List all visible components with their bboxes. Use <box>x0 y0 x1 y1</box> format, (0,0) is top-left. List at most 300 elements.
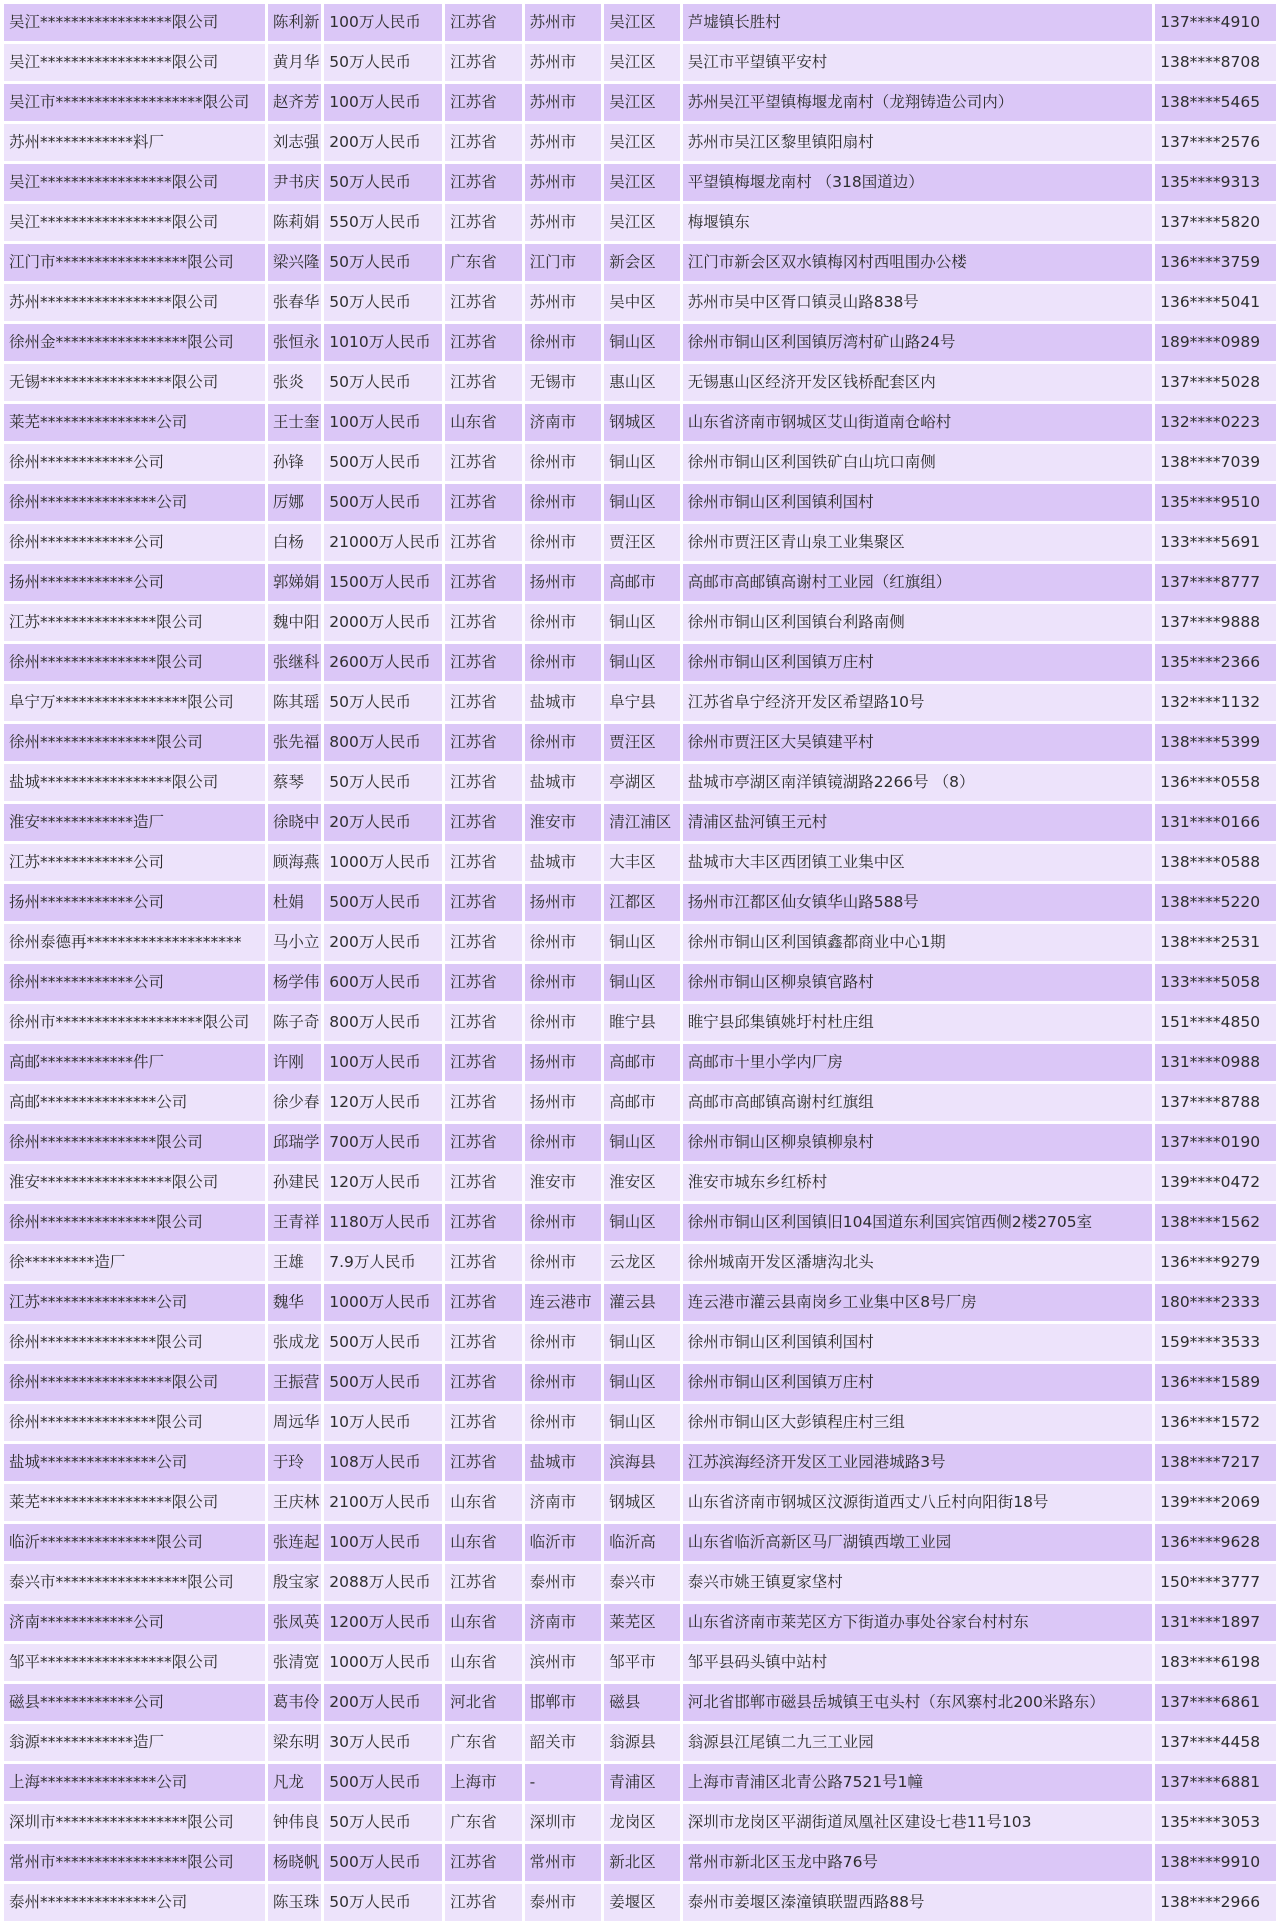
city-cell: 徐州市 <box>525 1244 602 1281</box>
table-row <box>4 244 1276 281</box>
province-cell: 河北省 <box>445 1684 522 1721</box>
contact-person-cell: 魏中阳 <box>268 604 321 641</box>
registered-capital-cell: 1180万人民币 <box>324 1204 442 1241</box>
city-cell: 盐城市 <box>525 1444 602 1481</box>
company-name-cell: 翁源************造厂 <box>4 1724 265 1761</box>
contact-person-cell: 赵齐芳 <box>268 84 321 121</box>
address-cell: 山东省济南市钢城区汶源街道西丈八丘村向阳街18号 <box>683 1484 1152 1521</box>
province-cell: 山东省 <box>445 1644 522 1681</box>
company-name-cell: 徐*********造厂 <box>4 1244 265 1281</box>
district-cell: 泰兴市 <box>604 1564 680 1601</box>
contact-person-cell: 周远华 <box>268 1404 321 1441</box>
table-row <box>4 1244 1276 1281</box>
registered-capital-cell: 1500万人民币 <box>324 564 442 601</box>
table-body <box>4 4 1276 1921</box>
company-name-cell: 江苏***************公司 <box>4 1284 265 1321</box>
district-cell: 睢宁县 <box>604 1004 680 1041</box>
district-cell: 阜宁县 <box>604 684 680 721</box>
table-row <box>4 404 1276 441</box>
registered-capital-cell: 100万人民币 <box>324 1524 442 1561</box>
registered-capital-cell: 2088万人民币 <box>324 1564 442 1601</box>
phone-cell: 137****6881 <box>1155 1764 1276 1801</box>
city-cell: 济南市 <box>525 1604 602 1641</box>
table-row <box>4 1804 1276 1841</box>
address-cell: 河北省邯郸市磁县岳城镇王屯头村（东风寨村北200米路东） <box>683 1684 1152 1721</box>
company-name-cell: 吴江*****************限公司 <box>4 44 265 81</box>
phone-cell: 139****2069 <box>1155 1484 1276 1521</box>
city-cell: 苏州市 <box>525 164 602 201</box>
address-cell: 徐州市铜山区柳泉镇柳泉村 <box>683 1124 1152 1161</box>
registered-capital-cell: 500万人民币 <box>324 1364 442 1401</box>
registered-capital-cell: 50万人民币 <box>324 164 442 201</box>
province-cell: 江苏省 <box>445 564 522 601</box>
province-cell: 广东省 <box>445 244 522 281</box>
company-name-cell: 徐州***************限公司 <box>4 1404 265 1441</box>
city-cell: 韶关市 <box>525 1724 602 1761</box>
company-name-cell: 江苏***************限公司 <box>4 604 265 641</box>
table-row <box>4 1484 1276 1521</box>
province-cell: 江苏省 <box>445 964 522 1001</box>
company-name-cell: 江苏************公司 <box>4 844 265 881</box>
contact-person-cell: 王士奎 <box>268 404 321 441</box>
address-cell: 徐州市铜山区柳泉镇官路村 <box>683 964 1152 1001</box>
province-cell: 江苏省 <box>445 1044 522 1081</box>
province-cell: 山东省 <box>445 1524 522 1561</box>
registered-capital-cell: 200万人民币 <box>324 924 442 961</box>
contact-person-cell: 梁东明 <box>268 1724 321 1761</box>
city-cell: 泰州市 <box>525 1884 602 1921</box>
registered-capital-cell: 50万人民币 <box>324 364 442 401</box>
phone-cell: 137****4910 <box>1155 4 1276 41</box>
province-cell: 江苏省 <box>445 364 522 401</box>
contact-person-cell: 张恒永 <box>268 324 321 361</box>
address-cell: 徐州市贾汪区大吴镇建平村 <box>683 724 1152 761</box>
district-cell: 灌云县 <box>604 1284 680 1321</box>
contact-person-cell: 刘志强 <box>268 124 321 161</box>
contact-person-cell: 张先福 <box>268 724 321 761</box>
phone-cell: 137****6861 <box>1155 1684 1276 1721</box>
address-cell: 常州市新北区玉龙中路76号 <box>683 1844 1152 1881</box>
city-cell: 盐城市 <box>525 844 602 881</box>
district-cell: 铜山区 <box>604 1204 680 1241</box>
company-name-cell: 徐州***************限公司 <box>4 1324 265 1361</box>
district-cell: 高邮市 <box>604 1084 680 1121</box>
district-cell: 姜堰区 <box>604 1884 680 1921</box>
district-cell: 铜山区 <box>604 1324 680 1361</box>
phone-cell: 136****3759 <box>1155 244 1276 281</box>
contact-person-cell: 顾海燕 <box>268 844 321 881</box>
city-cell: 盐城市 <box>525 684 602 721</box>
company-name-cell: 吴江市*******************限公司 <box>4 84 265 121</box>
phone-cell: 137****5820 <box>1155 204 1276 241</box>
registered-capital-cell: 50万人民币 <box>324 284 442 321</box>
city-cell: 徐州市 <box>525 644 602 681</box>
phone-cell: 137****0190 <box>1155 1124 1276 1161</box>
company-name-cell: 徐州*****************限公司 <box>4 1364 265 1401</box>
phone-cell: 138****5399 <box>1155 724 1276 761</box>
province-cell: 江苏省 <box>445 44 522 81</box>
address-cell: 徐州市铜山区利国镇台利路南侧 <box>683 604 1152 641</box>
company-name-cell: 盐城***************公司 <box>4 1444 265 1481</box>
contact-person-cell: 尹书庆 <box>268 164 321 201</box>
company-name-cell: 无锡*****************限公司 <box>4 364 265 401</box>
table-row <box>4 1844 1276 1881</box>
table-row <box>4 1004 1276 1041</box>
province-cell: 江苏省 <box>445 1324 522 1361</box>
city-cell: 扬州市 <box>525 1084 602 1121</box>
registered-capital-cell: 550万人民币 <box>324 204 442 241</box>
address-cell: 徐州市铜山区利国镇万庄村 <box>683 1364 1152 1401</box>
district-cell: 吴江区 <box>604 84 680 121</box>
district-cell: 吴江区 <box>604 44 680 81</box>
address-cell: 山东省临沂高新区马厂湖镇西墩工业园 <box>683 1524 1152 1561</box>
registered-capital-cell: 50万人民币 <box>324 1804 442 1841</box>
province-cell: 江苏省 <box>445 1404 522 1441</box>
phone-cell: 137****4458 <box>1155 1724 1276 1761</box>
contact-person-cell: 陈子奇 <box>268 1004 321 1041</box>
registered-capital-cell: 7.9万人民币 <box>324 1244 442 1281</box>
province-cell: 山东省 <box>445 1604 522 1641</box>
phone-cell: 138****7217 <box>1155 1444 1276 1481</box>
province-cell: 江苏省 <box>445 1564 522 1601</box>
district-cell: 吴江区 <box>604 164 680 201</box>
district-cell: 铜山区 <box>604 1124 680 1161</box>
company-name-cell: 吴江*****************限公司 <box>4 164 265 201</box>
province-cell: 江苏省 <box>445 1124 522 1161</box>
address-cell: 高邮市十里小学内厂房 <box>683 1044 1152 1081</box>
company-name-cell: 徐州***************公司 <box>4 484 265 521</box>
province-cell: 江苏省 <box>445 884 522 921</box>
district-cell: 大丰区 <box>604 844 680 881</box>
district-cell: 亭湖区 <box>604 764 680 801</box>
address-cell: 徐州市铜山区利国铁矿白山坑口南侧 <box>683 444 1152 481</box>
district-cell: 铜山区 <box>604 1364 680 1401</box>
registered-capital-cell: 600万人民币 <box>324 964 442 1001</box>
table-row <box>4 84 1276 121</box>
phone-cell: 138****1562 <box>1155 1204 1276 1241</box>
table-row <box>4 1324 1276 1361</box>
registered-capital-cell: 120万人民币 <box>324 1164 442 1201</box>
phone-cell: 137****5028 <box>1155 364 1276 401</box>
table-row <box>4 1604 1276 1641</box>
phone-cell: 137****8788 <box>1155 1084 1276 1121</box>
contact-person-cell: 张炎 <box>268 364 321 401</box>
address-cell: 上海市青浦区北青公路7521号1幢 <box>683 1764 1152 1801</box>
registered-capital-cell: 800万人民币 <box>324 724 442 761</box>
city-cell: 济南市 <box>525 1484 602 1521</box>
city-cell: 徐州市 <box>525 524 602 561</box>
address-cell: 翁源县江尾镇二九三工业园 <box>683 1724 1152 1761</box>
table-row <box>4 484 1276 521</box>
company-name-cell: 淮安************造厂 <box>4 804 265 841</box>
phone-cell: 136****1572 <box>1155 1404 1276 1441</box>
district-cell: 贾汪区 <box>604 724 680 761</box>
company-name-cell: 深圳市*****************限公司 <box>4 1804 265 1841</box>
province-cell: 广东省 <box>445 1804 522 1841</box>
registered-capital-cell: 10万人民币 <box>324 1404 442 1441</box>
phone-cell: 138****5465 <box>1155 84 1276 121</box>
province-cell: 江苏省 <box>445 164 522 201</box>
province-cell: 江苏省 <box>445 1284 522 1321</box>
registered-capital-cell: 1010万人民币 <box>324 324 442 361</box>
address-cell: 江苏省阜宁经济开发区希望路10号 <box>683 684 1152 721</box>
district-cell: 铜山区 <box>604 324 680 361</box>
contact-person-cell: 陈莉娟 <box>268 204 321 241</box>
address-cell: 扬州市江都区仙女镇华山路588号 <box>683 884 1152 921</box>
table-row <box>4 884 1276 921</box>
contact-person-cell: 马小立 <box>268 924 321 961</box>
registered-capital-cell: 500万人民币 <box>324 1324 442 1361</box>
contact-person-cell: 蔡琴 <box>268 764 321 801</box>
city-cell: 淮安市 <box>525 804 602 841</box>
district-cell: 新北区 <box>604 1844 680 1881</box>
address-cell: 徐州市铜山区利国镇厉湾村矿山路24号 <box>683 324 1152 361</box>
address-cell: 徐州市铜山区利国镇利国村 <box>683 484 1152 521</box>
contact-person-cell: 厉娜 <box>268 484 321 521</box>
address-cell: 苏州市吴中区胥口镇灵山路838号 <box>683 284 1152 321</box>
address-cell: 淮安市城东乡红桥村 <box>683 1164 1152 1201</box>
contact-person-cell: 杜娟 <box>268 884 321 921</box>
district-cell: 吴江区 <box>604 124 680 161</box>
city-cell: 徐州市 <box>525 1124 602 1161</box>
district-cell: 吴中区 <box>604 284 680 321</box>
province-cell: 江苏省 <box>445 764 522 801</box>
address-cell: 江门市新会区双水镇梅冈村西咀围办公楼 <box>683 244 1152 281</box>
address-cell: 无锡惠山区经济开发区钱桥配套区内 <box>683 364 1152 401</box>
registered-capital-cell: 100万人民币 <box>324 84 442 121</box>
contact-person-cell: 许刚 <box>268 1044 321 1081</box>
table-row <box>4 1204 1276 1241</box>
table-row <box>4 684 1276 721</box>
company-name-cell: 磁县************公司 <box>4 1684 265 1721</box>
phone-cell: 137****2576 <box>1155 124 1276 161</box>
company-name-cell: 泰州***************公司 <box>4 1884 265 1921</box>
city-cell: 深圳市 <box>525 1804 602 1841</box>
company-name-cell: 济南************公司 <box>4 1604 265 1641</box>
company-name-cell: 莱芜***************公司 <box>4 404 265 441</box>
phone-cell: 135****9510 <box>1155 484 1276 521</box>
company-name-cell: 徐州***************限公司 <box>4 724 265 761</box>
company-name-cell: 徐州************公司 <box>4 444 265 481</box>
registered-capital-cell: 50万人民币 <box>324 764 442 801</box>
table-row <box>4 1724 1276 1761</box>
table-row <box>4 564 1276 601</box>
registered-capital-cell: 1200万人民币 <box>324 1604 442 1641</box>
province-cell: 江苏省 <box>445 644 522 681</box>
table-row <box>4 1564 1276 1601</box>
table-row <box>4 364 1276 401</box>
table-row <box>4 1884 1276 1921</box>
district-cell: 铜山区 <box>604 924 680 961</box>
table-row <box>4 444 1276 481</box>
registered-capital-cell: 1000万人民币 <box>324 844 442 881</box>
phone-cell: 135****3053 <box>1155 1804 1276 1841</box>
province-cell: 江苏省 <box>445 604 522 641</box>
company-name-cell: 苏州*****************限公司 <box>4 284 265 321</box>
table-row <box>4 1524 1276 1561</box>
phone-cell: 136****5041 <box>1155 284 1276 321</box>
table-row <box>4 1164 1276 1201</box>
address-cell: 梅堰镇东 <box>683 204 1152 241</box>
city-cell: 徐州市 <box>525 964 602 1001</box>
phone-cell: 131****1897 <box>1155 1604 1276 1641</box>
registered-capital-cell: 100万人民币 <box>324 404 442 441</box>
contact-person-cell: 黄月华 <box>268 44 321 81</box>
contact-person-cell: 张成龙 <box>268 1324 321 1361</box>
company-name-cell: 徐州***************限公司 <box>4 1124 265 1161</box>
contact-person-cell: 郭娣娟 <box>268 564 321 601</box>
city-cell: 徐州市 <box>525 1004 602 1041</box>
city-cell: 徐州市 <box>525 924 602 961</box>
phone-cell: 136****0558 <box>1155 764 1276 801</box>
province-cell: 上海市 <box>445 1764 522 1801</box>
province-cell: 江苏省 <box>445 1444 522 1481</box>
company-name-cell: 徐州************公司 <box>4 524 265 561</box>
province-cell: 江苏省 <box>445 1844 522 1881</box>
registered-capital-cell: 50万人民币 <box>324 44 442 81</box>
province-cell: 江苏省 <box>445 1364 522 1401</box>
district-cell: 吴江区 <box>604 4 680 41</box>
table-row <box>4 844 1276 881</box>
district-cell: 铜山区 <box>604 1404 680 1441</box>
district-cell: 铜山区 <box>604 484 680 521</box>
company-name-cell: 徐州***************限公司 <box>4 1204 265 1241</box>
city-cell: 邯郸市 <box>525 1684 602 1721</box>
phone-cell: 135****2366 <box>1155 644 1276 681</box>
address-cell: 平望镇梅堰龙南村 （318国道边） <box>683 164 1152 201</box>
city-cell: 扬州市 <box>525 564 602 601</box>
city-cell: 苏州市 <box>525 124 602 161</box>
district-cell: 莱芜区 <box>604 1604 680 1641</box>
phone-cell: 137****8777 <box>1155 564 1276 601</box>
city-cell: 徐州市 <box>525 1364 602 1401</box>
address-cell: 深圳市龙岗区平湖街道凤凰社区建设七巷11号103 <box>683 1804 1152 1841</box>
district-cell: 铜山区 <box>604 964 680 1001</box>
contact-person-cell: 徐少春 <box>268 1084 321 1121</box>
company-name-cell: 徐州************公司 <box>4 964 265 1001</box>
province-cell: 江苏省 <box>445 924 522 961</box>
phone-cell: 151****4850 <box>1155 1004 1276 1041</box>
contact-person-cell: 魏华 <box>268 1284 321 1321</box>
address-cell: 徐州市铜山区利国镇利国村 <box>683 1324 1152 1361</box>
address-cell: 盐城市亭湖区南洋镇镜湖路2266号 （8） <box>683 764 1152 801</box>
registered-capital-cell: 200万人民币 <box>324 124 442 161</box>
phone-cell: 138****2966 <box>1155 1884 1276 1921</box>
district-cell: 磁县 <box>604 1684 680 1721</box>
table-row <box>4 1044 1276 1081</box>
contact-person-cell: 徐晓中 <box>268 804 321 841</box>
phone-cell: 183****6198 <box>1155 1644 1276 1681</box>
company-name-cell: 吴江*****************限公司 <box>4 204 265 241</box>
contact-person-cell: 王振营 <box>268 1364 321 1401</box>
company-name-cell: 阜宁万*****************限公司 <box>4 684 265 721</box>
phone-cell: 131****0988 <box>1155 1044 1276 1081</box>
city-cell: 徐州市 <box>525 1404 602 1441</box>
province-cell: 江苏省 <box>445 84 522 121</box>
phone-cell: 133****5691 <box>1155 524 1276 561</box>
contact-person-cell: 王雄 <box>268 1244 321 1281</box>
contact-person-cell: 白杨 <box>268 524 321 561</box>
city-cell: 连云港市 <box>525 1284 602 1321</box>
province-cell: 江苏省 <box>445 124 522 161</box>
contact-person-cell: 陈玉珠 <box>268 1884 321 1921</box>
contact-person-cell: 张清宽 <box>268 1644 321 1681</box>
province-cell: 江苏省 <box>445 524 522 561</box>
address-cell: 高邮市高邮镇高谢村工业园（红旗组） <box>683 564 1152 601</box>
address-cell: 徐州城南开发区潘塘沟北头 <box>683 1244 1152 1281</box>
district-cell: 临沂高 <box>604 1524 680 1561</box>
company-name-cell: 吴江*****************限公司 <box>4 4 265 41</box>
city-cell: 徐州市 <box>525 1324 602 1361</box>
contact-person-cell: 于玲 <box>268 1444 321 1481</box>
district-cell: 吴江区 <box>604 204 680 241</box>
province-cell: 江苏省 <box>445 284 522 321</box>
company-name-cell: 徐州泰德再******************** <box>4 924 265 961</box>
city-cell: - <box>525 1764 602 1801</box>
address-cell: 徐州市贾汪区青山泉工业集聚区 <box>683 524 1152 561</box>
phone-cell: 133****5058 <box>1155 964 1276 1001</box>
table-row <box>4 1364 1276 1401</box>
district-cell: 高邮市 <box>604 564 680 601</box>
address-cell: 清浦区盐河镇王元村 <box>683 804 1152 841</box>
address-cell: 泰兴市姚王镇夏家垡村 <box>683 1564 1152 1601</box>
phone-cell: 137****9888 <box>1155 604 1276 641</box>
company-name-cell: 盐城*****************限公司 <box>4 764 265 801</box>
province-cell: 江苏省 <box>445 204 522 241</box>
registered-capital-cell: 2600万人民币 <box>324 644 442 681</box>
table-row <box>4 1404 1276 1441</box>
company-name-cell: 高邮************件厂 <box>4 1044 265 1081</box>
table-row <box>4 964 1276 1001</box>
city-cell: 徐州市 <box>525 324 602 361</box>
company-name-cell: 邹平*****************限公司 <box>4 1644 265 1681</box>
phone-cell: 189****0989 <box>1155 324 1276 361</box>
registered-capital-cell: 50万人民币 <box>324 684 442 721</box>
city-cell: 苏州市 <box>525 284 602 321</box>
province-cell: 江苏省 <box>445 724 522 761</box>
address-cell: 徐州市铜山区利国镇万庄村 <box>683 644 1152 681</box>
phone-cell: 138****9910 <box>1155 1844 1276 1881</box>
registered-capital-cell: 500万人民币 <box>324 484 442 521</box>
province-cell: 江苏省 <box>445 844 522 881</box>
city-cell: 徐州市 <box>525 724 602 761</box>
company-name-cell: 常州市*****************限公司 <box>4 1844 265 1881</box>
district-cell: 铜山区 <box>604 604 680 641</box>
company-name-cell: 上海***************公司 <box>4 1764 265 1801</box>
district-cell: 新会区 <box>604 244 680 281</box>
phone-cell: 135****9313 <box>1155 164 1276 201</box>
phone-cell: 136****9279 <box>1155 1244 1276 1281</box>
province-cell: 江苏省 <box>445 1084 522 1121</box>
address-cell: 盐城市大丰区西团镇工业集中区 <box>683 844 1152 881</box>
district-cell: 云龙区 <box>604 1244 680 1281</box>
city-cell: 苏州市 <box>525 44 602 81</box>
district-cell: 钢城区 <box>604 1484 680 1521</box>
phone-cell: 138****5220 <box>1155 884 1276 921</box>
contact-person-cell: 陈其瑶 <box>268 684 321 721</box>
district-cell: 高邮市 <box>604 1044 680 1081</box>
district-cell: 江都区 <box>604 884 680 921</box>
phone-cell: 159****3533 <box>1155 1324 1276 1361</box>
city-cell: 苏州市 <box>525 4 602 41</box>
district-cell: 淮安区 <box>604 1164 680 1201</box>
address-cell: 泰州市姜堰区溱潼镇联盟西路88号 <box>683 1884 1152 1921</box>
company-name-cell: 江门市*****************限公司 <box>4 244 265 281</box>
registered-capital-cell: 200万人民币 <box>324 1684 442 1721</box>
registered-capital-cell: 500万人民币 <box>324 444 442 481</box>
registered-capital-cell: 500万人民币 <box>324 1844 442 1881</box>
registered-capital-cell: 2100万人民币 <box>324 1484 442 1521</box>
